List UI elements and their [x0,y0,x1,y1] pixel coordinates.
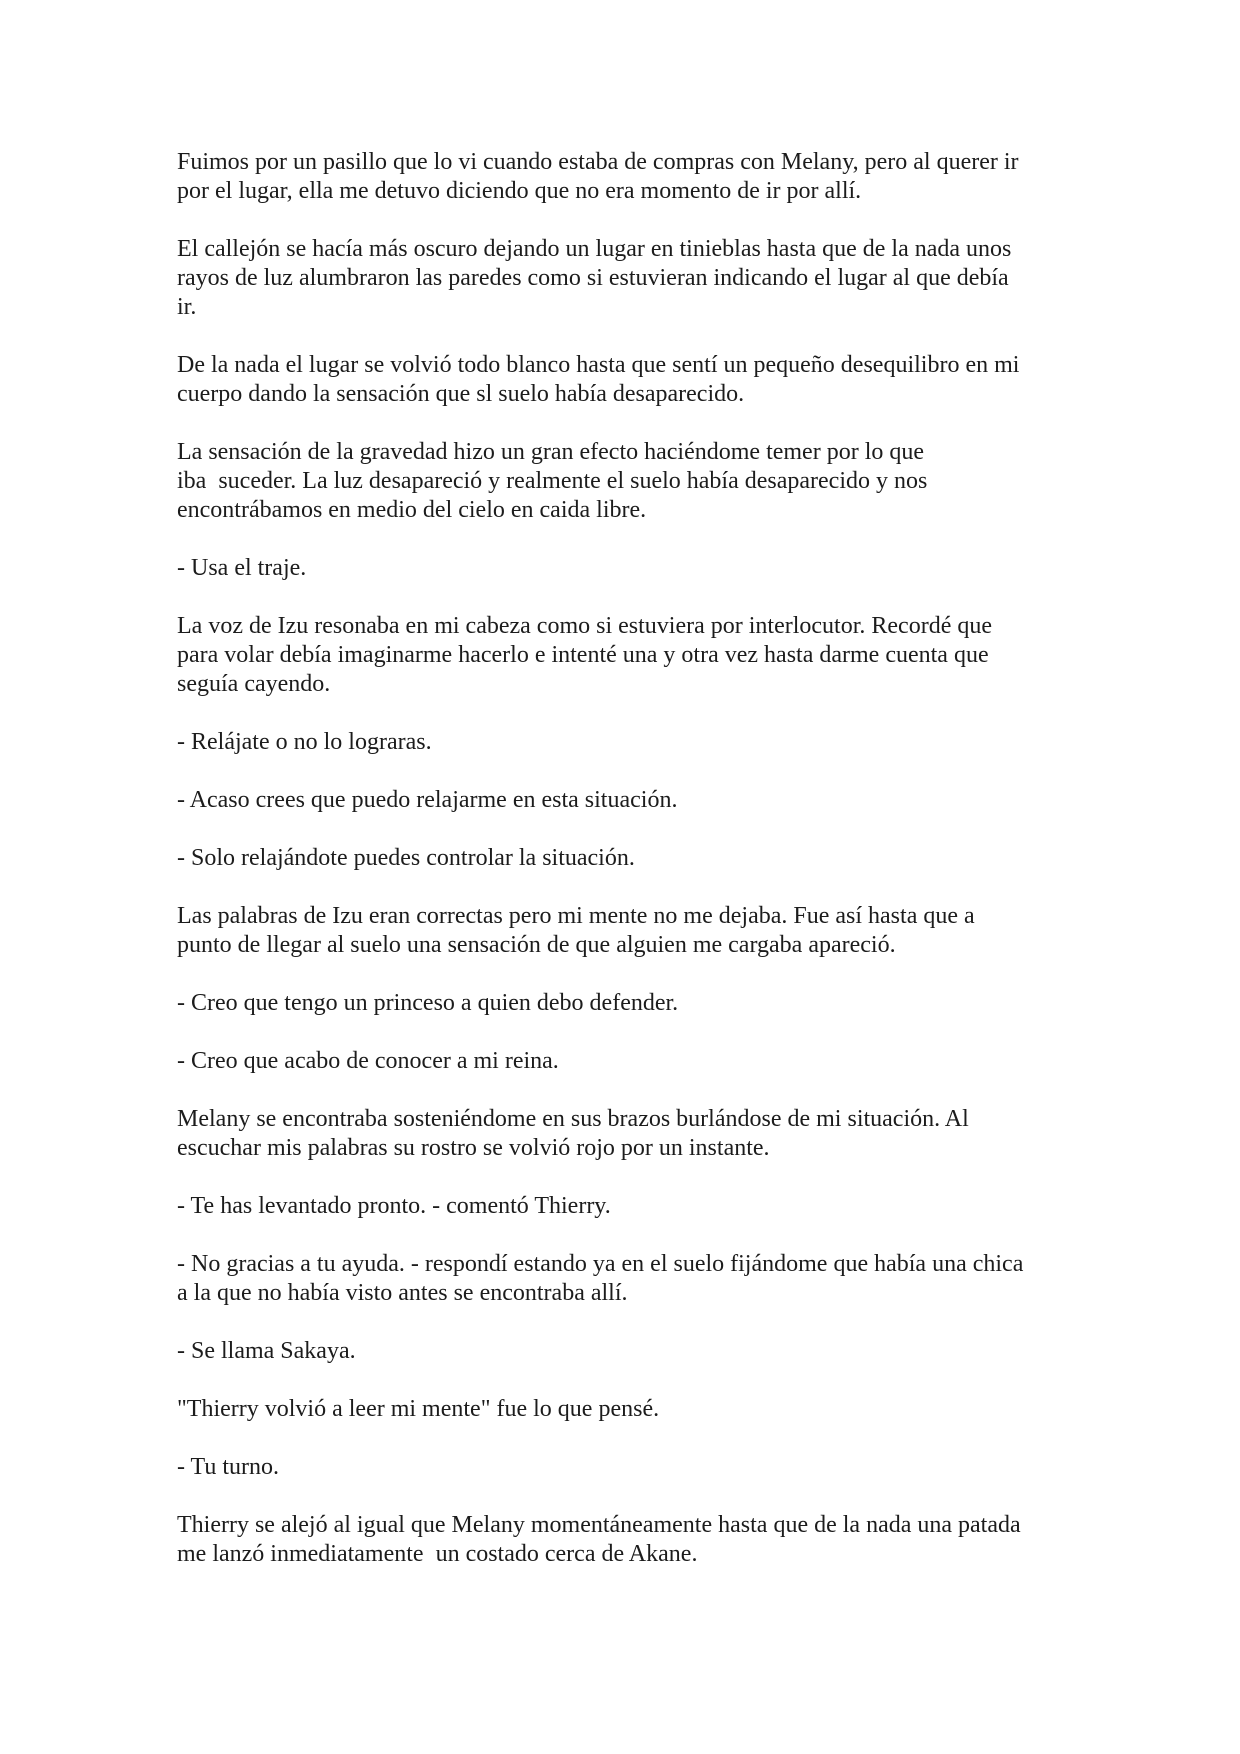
dialogue-line: - Usa el traje. [177,555,307,581]
dialogue-line: - Te has levantado pronto. - comentó Thierry. [177,1193,611,1219]
paragraph: Las palabras de Izu eran correctas pero mi mente no me dejaba. Fue así hasta que a punto de llegar al suelo una sensación de que alguien me cargaba apareció. [177,903,975,958]
dialogue-line: - Creo que acabo de conocer a mi reina. [177,1048,559,1074]
paragraph: Thierry se alejó al igual que Melany momentáneamente hasta que de la nada una patada me lanzó inmediatamente un costado cerca de Akane. [177,1512,1021,1567]
dialogue-line: - Solo relajándote puedes controlar la situación. [177,845,635,871]
dialogue-line: - Tu turno. [177,1454,280,1480]
paragraph: La voz de Izu resonaba en mi cabeza como si estuviera por interlocutor. Recordé que para volar debía imaginarme hacerlo e intenté una y otra vez hasta darme cuenta que seguía cayendo. [177,613,992,697]
dialogue-line: - Se llama Sakaya. [177,1338,356,1364]
document-body [177,148,1077,1598]
paragraph: La sensación de la gravedad hizo un gran efecto haciéndome temer por lo que iba suceder. La luz desapareció y realmente el suelo había desaparecido y nos encontrábamos en medio del cielo en caida libre. [177,439,928,523]
dialogue-line: - Relájate o no lo lograras. [177,729,432,755]
dialogue-line: - Creo que tengo un princeso a quien debo defender. [177,990,679,1016]
paragraph: De la nada el lugar se volvió todo blanco hasta que sentí un pequeño desequilibro en mi cuerpo dando la sensación que sl suelo había desaparecido. [177,352,1020,407]
paragraph: Fuimos por un pasillo que lo vi cuando estaba de compras con Melany, pero al querer ir por el lugar, ella me detuvo diciendo que no era momento de ir por allí. [177,149,1019,204]
paragraph: Melany se encontraba sosteniéndome en sus brazos burlándose de mi situación. Al escuchar mis palabras su rostro se volvió rojo por un instante. [177,1106,969,1161]
dialogue-line: - No gracias a tu ayuda. - respondí estando ya en el suelo fijándome que había una chica a la que no había visto antes se encontraba allí. [177,1251,1024,1306]
dialogue-line: - Acaso crees que puedo relajarme en esta situación. [177,787,678,813]
paragraph: "Thierry volvió a leer mi mente" fue lo que pensé. [177,1396,660,1422]
paragraph: El callejón se hacía más oscuro dejando un lugar en tinieblas hasta que de la nada unos rayos de luz alumbraron las paredes como si estuvieran indicando el lugar al que debía ir. [177,236,1012,320]
